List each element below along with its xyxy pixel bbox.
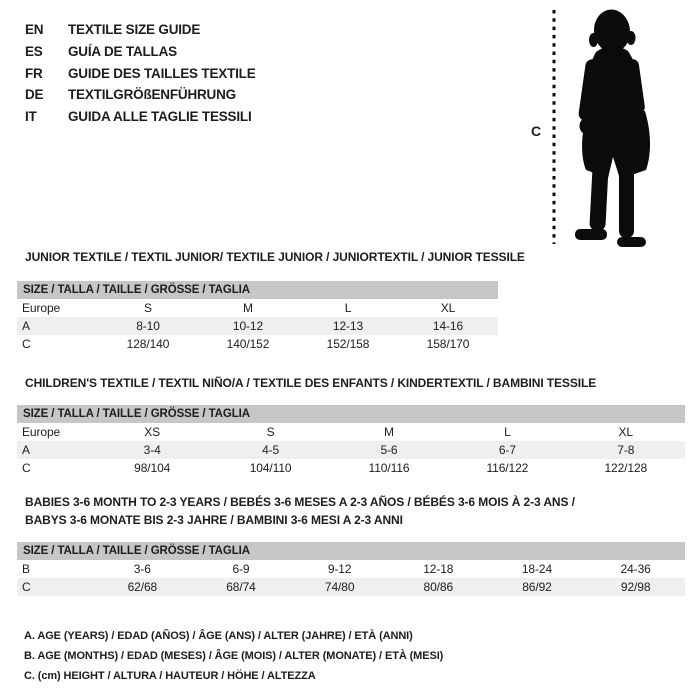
size-cell: S: [266, 425, 275, 439]
value-cell: 14-16: [432, 319, 464, 333]
guide-title: TEXTILGRÖßENFÜHRUNG: [68, 87, 236, 103]
list-item: [25, 84, 256, 106]
row-label: A: [22, 319, 30, 333]
value-cell: 80/86: [423, 580, 454, 594]
table-row: [17, 335, 498, 353]
value-cell: 158/170: [426, 337, 470, 351]
value-cell: 68/74: [226, 580, 256, 594]
value-cell: 9-12: [327, 562, 352, 576]
standing-toddler-silhouette: [575, 8, 650, 247]
babies-size-table: [17, 542, 685, 596]
value-cell: 3-4: [143, 443, 161, 457]
size-cell: S: [144, 301, 152, 315]
row-label: C: [22, 461, 31, 475]
table-row: [17, 459, 685, 477]
language-code: EN: [25, 22, 44, 38]
guide-title: GUIDE DES TAILLES TEXTILE: [68, 65, 256, 81]
table-row: [17, 299, 498, 317]
value-cell: 12-13: [332, 319, 364, 333]
language-title-list: [25, 19, 256, 127]
measure-legend: [24, 626, 443, 686]
value-cell: 7-8: [617, 443, 635, 457]
value-cell: 110/116: [368, 461, 410, 475]
guide-title: GUÍA DE TALLAS: [68, 44, 177, 60]
language-code: FR: [25, 65, 43, 81]
language-code: IT: [25, 109, 37, 125]
value-cell: 140/152: [226, 337, 270, 351]
size-cell: XL: [440, 301, 456, 315]
row-label: C: [22, 580, 31, 594]
legend-line-c: C. (cm) HEIGHT / ALTURA / HAUTEUR / HÖHE / ALTEZZA: [24, 670, 316, 682]
value-cell: 122/128: [604, 461, 648, 475]
children-table-grid: [17, 423, 685, 477]
row-label: A: [22, 443, 30, 457]
junior-section-title: JUNIOR TEXTILE / TEXTIL JUNIOR/ TEXTILE JUNIOR / JUNIORTEXTIL / JUNIOR TESSILE: [25, 250, 525, 264]
size-cell: XL: [618, 425, 634, 439]
table-row: [17, 317, 498, 335]
value-cell: 152/158: [326, 337, 370, 351]
value-cell: 10-12: [232, 319, 264, 333]
value-cell: 62/68: [127, 580, 158, 594]
value-cell: 6-7: [498, 443, 516, 457]
size-cell: L: [344, 301, 352, 315]
junior-table-grid: [17, 299, 498, 353]
value-cell: 4-5: [262, 443, 280, 457]
row-label: B: [22, 562, 30, 576]
row-label: Europe: [22, 425, 61, 439]
value-cell: 6-9: [232, 562, 250, 576]
table-row: [17, 560, 685, 578]
table-row: [17, 441, 685, 459]
table-row: [17, 578, 685, 596]
measure-label-c: C: [531, 123, 542, 139]
size-cell: M: [243, 301, 253, 315]
list-item: [25, 19, 256, 41]
size-cell: L: [504, 425, 511, 439]
children-size-table: [17, 405, 685, 477]
value-cell: 104/110: [249, 461, 292, 475]
size-cell: XS: [144, 425, 161, 439]
value-cell: 74/80: [324, 580, 355, 594]
babies-section-title-line1: BABIES 3-6 MONTH TO 2-3 YEARS / BEBÉS 3-6 MESES A 2-3 AÑOS / BÉBÉS 3-6 MOIS À 2-3 ANS /: [25, 495, 575, 509]
junior-size-table: [17, 281, 498, 353]
value-cell: 128/140: [126, 337, 170, 351]
language-code: DE: [25, 87, 44, 103]
size-header-bar: SIZE / TALLA / TAILLE / GRÖSSE / TAGLIA: [17, 542, 685, 560]
value-cell: 86/92: [522, 580, 552, 594]
children-section-title: CHILDREN'S TEXTILE / TEXTIL NIÑO/A / TEXTILE DES ENFANTS / KINDERTEXTIL / BAMBINI TESSILE: [25, 376, 597, 390]
value-cell: 24-36: [620, 562, 651, 576]
list-item: [25, 62, 256, 84]
row-label: Europe: [22, 301, 61, 315]
height-measure-figure: [505, 3, 700, 250]
list-item: [25, 41, 256, 63]
guide-title: TEXTILE SIZE GUIDE: [68, 22, 201, 38]
value-cell: 116/122: [486, 461, 529, 475]
value-cell: 98/104: [134, 461, 171, 475]
size-cell: M: [384, 425, 394, 439]
value-cell: 3-6: [133, 562, 151, 576]
value-cell: 12-18: [423, 562, 454, 576]
legend-line-a: A. AGE (YEARS) / EDAD (AÑOS) / ÂGE (ANS) / ALTER (JAHRE) / ETÀ (ANNI): [24, 630, 413, 642]
value-cell: 5-6: [380, 443, 398, 457]
legend-line-b: B. AGE (MONTHS) / EDAD (MESES) / ÂGE (MOIS) / ALTER (MONATE) / ETÀ (MESI): [24, 650, 444, 662]
size-header-bar: SIZE / TALLA / TAILLE / GRÖSSE / TAGLIA: [17, 281, 498, 299]
guide-title: GUIDA ALLE TAGLIE TESSILI: [68, 109, 252, 125]
table-row: [17, 423, 685, 441]
size-header-bar: SIZE / TALLA / TAILLE / GRÖSSE / TAGLIA: [17, 405, 685, 423]
value-cell: 18-24: [521, 562, 553, 576]
value-cell: 8-10: [136, 319, 160, 333]
row-label: C: [22, 337, 31, 351]
list-item: [25, 106, 256, 128]
language-code: ES: [25, 44, 43, 60]
value-cell: 92/98: [620, 580, 651, 594]
babies-table-grid: [17, 560, 685, 596]
babies-section-title-line2: BABYS 3-6 MONATE BIS 2-3 JAHRE / BAMBINI 3-6 MESI A 2-3 ANNI: [25, 513, 403, 527]
